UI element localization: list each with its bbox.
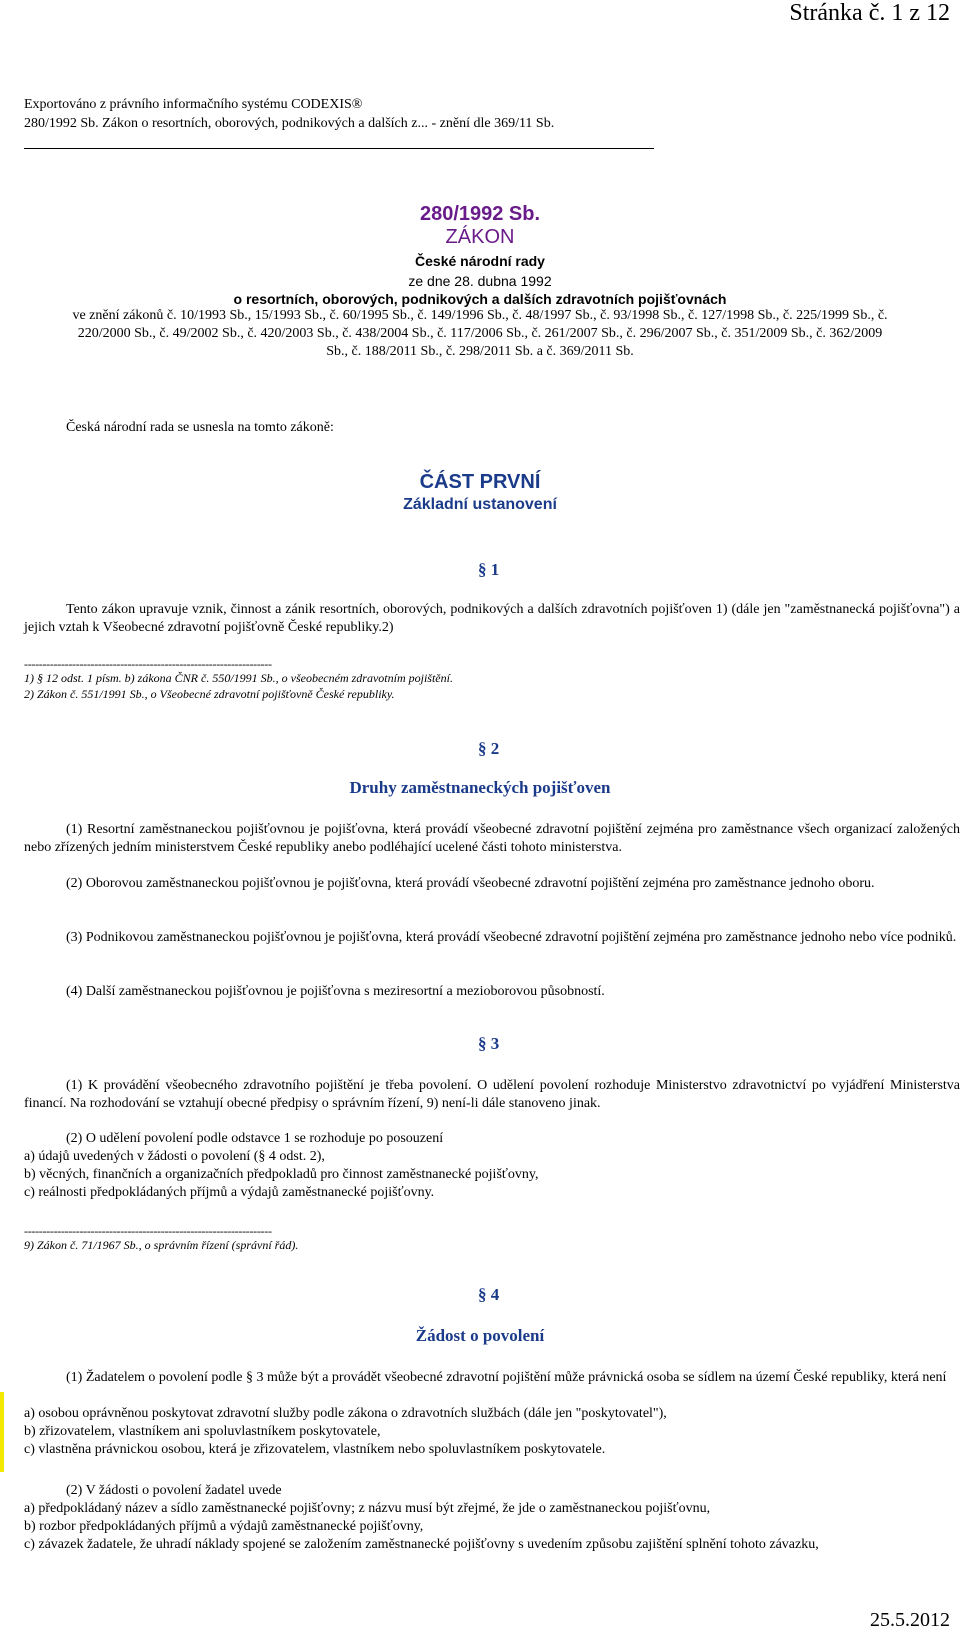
section-2-mark: § 2 [478, 739, 500, 758]
law-type: ZÁKON [445, 226, 515, 248]
list-item: a) údajů uvedených v žádosti o povolení (§ 4 odst. 2), [24, 1149, 325, 1164]
part-subtitle: Základní ustanovení [403, 496, 557, 513]
footnote-2: 2) Zákon č. 551/1991 Sb., o Všeobecné zdravotní pojišťovně České republiky. [24, 687, 395, 701]
section-2-paragraph: (4) Další zaměstnaneckou pojišťovnou je pojišťovna s meziresortní a mezioborovou působností. [66, 984, 605, 999]
list-item: a) předpokládaný název a sídlo zaměstnanecké pojišťovny; z názvu musí být zřejmé, že jde o zaměstnaneckou pojišťovnu, [24, 1501, 711, 1516]
law-issuer: České národní rady [415, 253, 545, 269]
preamble: Česká národní rada se usnesla na tomto zákoně: [66, 420, 334, 435]
section-2-title: Druhy zaměstnaneckých pojišťoven [349, 778, 611, 797]
print-date: 25.5.2012 [870, 1609, 950, 1631]
section-1-text: Tento zákon upravuje vznik, činnost a zánik resortních, oborových, podnikových a dalších zdravotních pojišťoven 1) (dále jen "zaměstnanecká pojišťovna") a jejich vztah k Všeobecné zdravotní pojišťovně České republiky.2) [24, 602, 960, 635]
law-date: ze dne 28. dubna 1992 [408, 273, 552, 289]
list-item: a) osobou oprávněnou poskytovat zdravotní služby podle zákona o zdravotních službách (dále jen "poskytovatel"), [24, 1406, 667, 1421]
section-4-paragraph-2: (2) V žádosti o povolení žadatel uvede [66, 1483, 282, 1498]
section-3-paragraph-2: (2) O udělení povolení podle odstavce 1 se rozhoduje po posouzení [66, 1131, 444, 1146]
export-document-title: 280/1992 Sb. Zákon o resortních, oborových, podnikových a dalších z... - znění dle 369/11 Sb. [24, 116, 555, 131]
section-4-mark: § 4 [478, 1285, 500, 1304]
section-1-mark: § 1 [478, 560, 500, 579]
list-item: b) zřizovatelem, vlastníkem ani spoluvlastníkem poskytovatele, [24, 1424, 381, 1439]
amendments-line: Sb., č. 188/2011 Sb., č. 298/2011 Sb. a č. 369/2011 Sb. [326, 344, 634, 359]
list-item: c) reálnosti předpokládaných příjmů a výdajů zaměstnanecké pojišťovny. [24, 1185, 435, 1200]
list-item: c) závazek žadatele, že uhradí náklady spojené se založením zaměstnanecké pojišťovny s uvedením způsobu zajištění splnění tohoto závazku, [24, 1537, 819, 1552]
section-3-mark: § 3 [478, 1034, 500, 1053]
section-2-paragraph: (1) Resortní zaměstnaneckou pojišťovnou je pojišťovna, která provádí všeobecné zdravotní pojištění zejména pro zaměstnance všech organizací založených nebo zřízených jedním ministerstvem České republiky anebo podléhající ucelené části tohoto ministerstva. [24, 822, 960, 855]
list-item: c) vlastněna právnickou osobou, která je zřizovatelem, vlastníkem nebo spoluvlastníkem poskytovatele. [24, 1442, 606, 1457]
section-3-paragraph-1: (1) K provádění všeobecného zdravotního pojištění je třeba povolení. O udělení povolení rozhoduje Ministerstvo zdravotnictví po vyjádření Ministerstva financí. Na rozhodování se vztahují obecné předpisy o správním řízení, 9) není-li dále stanoveno jinak. [24, 1078, 960, 1111]
footnote-separator: ------------------------------------------------------------------- [24, 1224, 272, 1238]
list-item: b) rozbor předpokládaných příjmů a výdajů zaměstnanecké pojišťovny, [24, 1519, 424, 1534]
header-rule [24, 148, 654, 149]
page-number: Stránka č. 1 z 12 [789, 0, 950, 26]
change-marker [0, 1392, 4, 1472]
amendments [0, 307, 960, 361]
footnote-9: 9) Zákon č. 71/1967 Sb., o správním řízení (správní řád). [24, 1238, 299, 1252]
list-item: b) věcných, finančních a organizačních předpokladů pro činnost zaměstnanecké pojišťovny, [24, 1167, 539, 1182]
export-source: Exportováno z právního informačního systému CODEXIS® [24, 97, 363, 112]
law-subject: o resortních, oborových, podnikových a dalších zdravotních pojišťovnách [233, 291, 727, 307]
section-2-paragraph: (3) Podnikovou zaměstnaneckou pojišťovnou je pojišťovna, která provádí všeobecné zdravotní pojištění zejména pro zaměstnance jednoho nebo více podniků. [66, 930, 957, 945]
section-2-paragraph: (2) Oborovou zaměstnaneckou pojišťovnou je pojišťovna, která provádí všeobecné zdravotní pojištění zejména pro zaměstnance jednoho oboru. [66, 876, 875, 891]
section-4-paragraph-1: (1) Žadatelem o povolení podle § 3 může být a provádět všeobecné zdravotní pojištění může právnická osoba se sídlem na území České republiky, která není [66, 1370, 947, 1385]
amendments-line: ve znění zákonů č. 10/1993 Sb., 15/1993 Sb., č. 60/1995 Sb., č. 149/1996 Sb., č. 48/1997 Sb., č. 93/1998 Sb., č. 127/1998 Sb., č. 225/1999 Sb., č. [72, 308, 888, 323]
amendments-line: 220/2000 Sb., č. 49/2002 Sb., č. 420/2003 Sb., č. 438/2004 Sb., č. 117/2006 Sb., č. 261/2007 Sb., č. 296/2007 Sb., č. 351/2009 Sb., č. 362/2009 [77, 326, 883, 341]
footnote-separator: ------------------------------------------------------------------- [24, 657, 272, 671]
footnote-1: 1) § 12 odst. 1 písm. b) zákona ČNR č. 550/1991 Sb., o všeobecném zdravotním pojištění. [24, 671, 453, 685]
part-title: ČÁST PRVNÍ [419, 471, 541, 493]
section-4-title: Žádost o povolení [415, 1326, 545, 1345]
law-number: 280/1992 Sb. [419, 203, 541, 225]
